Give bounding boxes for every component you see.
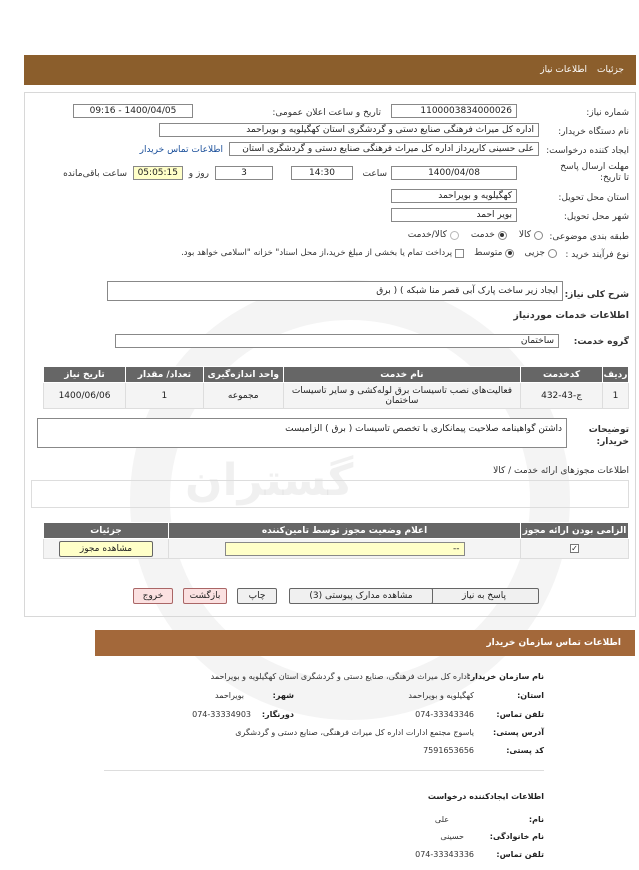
contact-postal-label: کد پستی: [506, 746, 544, 755]
category-service-text: خدمت [470, 230, 495, 240]
service-table [43, 366, 629, 409]
contact-phone-label: تلفن تماس: [496, 710, 544, 719]
permit-status-input[interactable]: -- [225, 542, 465, 556]
announce-label: تاریخ و ساعت اعلان عمومی: [272, 108, 381, 118]
col-permit-details: جزئیات [44, 523, 169, 539]
tab-details[interactable]: جزئیات [597, 65, 624, 75]
treasury-note: پرداخت تمام یا بخشی از مبلغ خرید،از محل اسناد" خزانه "اسلامی خواهد بود. [181, 248, 453, 258]
buyer-field: اداره کل میراث فرهنگی صنایع دستی و گردشگری استان کهگیلویه و بویراحمد [159, 123, 539, 137]
contact-city-value: بویراحمد [215, 691, 244, 700]
cell-service-code: ج-43-432 [521, 383, 603, 409]
cell-row: 1 [603, 383, 629, 409]
category-goods-service-text: کالا/خدمت [407, 230, 447, 240]
deadline-date-field: 1400/04/08 [391, 166, 517, 180]
service-group-field: ساختمان [115, 334, 559, 348]
permit-required-checkbox[interactable]: ✓ [571, 543, 578, 553]
watermark-text: گستران [185, 455, 354, 506]
remaining-time-label: ساعت باقی‌مانده [63, 169, 127, 179]
col-permit-status: اعلام وضعیت مجوز توسط تامین‌کننده [169, 523, 521, 539]
service-table-header [44, 367, 629, 383]
buyer-contact-link[interactable]: اطلاعات تماس خریدار [139, 145, 223, 155]
contact-address-label: آدرس پستی: [493, 728, 544, 737]
summary-field: ایجاد زیر ساخت پارک آبی قصر منا شبکه ) ( برق [107, 281, 563, 301]
creator-section-title: اطلاعات ایجادکننده درخواست [427, 792, 544, 801]
cell-permit-status [169, 539, 521, 559]
creator-phone-label: تلفن تماس: [496, 850, 544, 859]
table-row [44, 539, 629, 559]
service-group-label: گروه خدمت: [573, 337, 629, 347]
contact-province-value: کهگیلویه و بویراحمد [408, 691, 474, 700]
deadline-hour-label: ساعت [362, 169, 387, 179]
contact-postal-value: 7591653656 [423, 746, 474, 755]
view-attachments-button[interactable]: مشاهده مدارک پیوستی (3) [289, 588, 433, 604]
col-service-code: کدخدمت [521, 367, 603, 383]
buyer-label: نام دستگاه خریدار: [558, 127, 629, 137]
col-row: ردیف [603, 367, 629, 383]
category-label: طبقه بندی موضوعی: [549, 232, 629, 242]
creator-phone-value: 074-33343336 [415, 850, 474, 859]
treasury-checkbox[interactable] [455, 249, 464, 258]
permits-spacer [31, 480, 629, 508]
announce-field: 1400/04/05 - 09:16 [73, 104, 193, 118]
creator-label: ایجاد کننده درخواست: [546, 146, 629, 156]
cell-permit-details [44, 539, 169, 559]
tab-need-info[interactable]: اطلاعات نیاز [540, 65, 588, 75]
col-need-date: تاریخ نیاز [44, 367, 126, 383]
deadline-hour-field: 14:30 [291, 166, 353, 180]
contact-address-value: یاسوج مجتمع ادارات اداره کل میراث فرهنگی، صنایع دستی و گردشگری [235, 728, 474, 737]
need-number-label: شماره نیاز: [586, 108, 629, 118]
radio-goods-service[interactable] [450, 231, 459, 240]
view-permit-button[interactable]: مشاهده مجوز [59, 541, 153, 557]
col-unit: واحد اندازه‌گیری [203, 367, 283, 383]
org-label: نام سازمان خریدار: [467, 672, 544, 681]
category-radio-group [408, 230, 543, 240]
delivery-province-label: استان محل تحویل: [558, 193, 629, 203]
cell-unit: مجموعه [203, 383, 283, 409]
process-medium-text: متوسط [474, 248, 503, 258]
process-partial-option[interactable] [524, 248, 557, 258]
contact-phone-value: 074-33343346 [415, 710, 474, 719]
process-medium-option[interactable] [474, 248, 514, 258]
contact-fax-value: 074-33334903 [192, 710, 251, 719]
delivery-city-label: شهر محل تحویل: [563, 212, 629, 222]
table-row [44, 383, 629, 409]
reply-button[interactable]: پاسخ به نیاز [429, 588, 539, 604]
summary-label: شرح کلی نیاز: [564, 290, 629, 300]
category-service-option[interactable] [471, 230, 507, 240]
back-button[interactable]: بازگشت [183, 588, 227, 604]
category-goods-option[interactable] [519, 230, 543, 240]
col-service-name: نام خدمت [283, 367, 520, 383]
cell-permit-required [521, 539, 629, 559]
creator-field: علی حسینی کارپرداز اداره کل میراث فرهنگی صنایع دستی و گردشگری استان [229, 142, 539, 156]
creator-family-label: نام خانوادگی: [489, 832, 544, 841]
radio-partial[interactable] [548, 249, 557, 258]
cell-quantity: 1 [126, 383, 204, 409]
radio-medium[interactable] [505, 249, 514, 258]
process-type-label: نوع فرآیند خرید : [565, 250, 629, 260]
contact-province-label: استان: [517, 691, 544, 700]
category-goods-text: کالا [518, 230, 531, 240]
org-value: اداره کل میراث فرهنگی، صنایع دستی و گردشگری استان کهگیلویه و بویراحمد [210, 672, 469, 681]
top-nav-bar [24, 55, 636, 85]
cell-service-name: فعالیت‌های نصب تاسیسات برق لوله‌کشی و سایر تاسیسات ساختمان [283, 383, 520, 409]
exit-button[interactable]: خروج [133, 588, 173, 604]
contact-city-label: شهر: [272, 691, 294, 700]
delivery-province-field: کهگیلویه و بویراحمد [391, 189, 517, 203]
permits-table [43, 522, 629, 559]
buyer-notes-label: توضیحات خریدار: [588, 425, 629, 447]
permits-table-header [44, 523, 629, 539]
cell-need-date: 1400/06/06 [44, 383, 126, 409]
col-quantity: تعداد/ مقدار [126, 367, 204, 383]
permits-title: اطلاعات مجوزهای ارائه خدمت / کالا [493, 466, 629, 476]
buyer-notes-field: داشتن گواهینامه صلاحیت پیمانکاری با تخصص تاسیسات ( برق ) الزامیست [37, 418, 567, 448]
print-button[interactable]: چاپ [237, 588, 277, 604]
treasury-checkbox-option[interactable] [181, 248, 464, 258]
need-number-field: 1100003834000026 [391, 104, 517, 118]
process-radio-group [181, 248, 557, 258]
radio-goods[interactable] [534, 231, 543, 240]
contact-fax-label: دورنگار: [261, 710, 294, 719]
contact-divider [104, 770, 544, 771]
creator-family-value: حسینی [440, 832, 464, 841]
creator-name-label: نام: [528, 815, 544, 824]
remaining-time-field: 05:05:15 [133, 166, 183, 180]
days-label: روز و [188, 169, 209, 179]
buyer-contact-header: اطلاعات تماس سازمان خریدار [95, 630, 635, 656]
category-goods-service-option[interactable] [408, 230, 459, 240]
delivery-city-field: بویر احمد [391, 208, 517, 222]
days-field: 3 [215, 166, 273, 180]
deadline-label: مهلت ارسال پاسخ تا تاریخ: [560, 162, 629, 183]
services-section-title: اطلاعات خدمات موردنیاز [513, 310, 629, 321]
radio-service[interactable] [498, 231, 507, 240]
process-partial-text: جزیی [524, 248, 545, 258]
col-permit-required: الزامی بودن ارائه مجوز [521, 523, 629, 539]
creator-name-value: علی [434, 815, 449, 824]
